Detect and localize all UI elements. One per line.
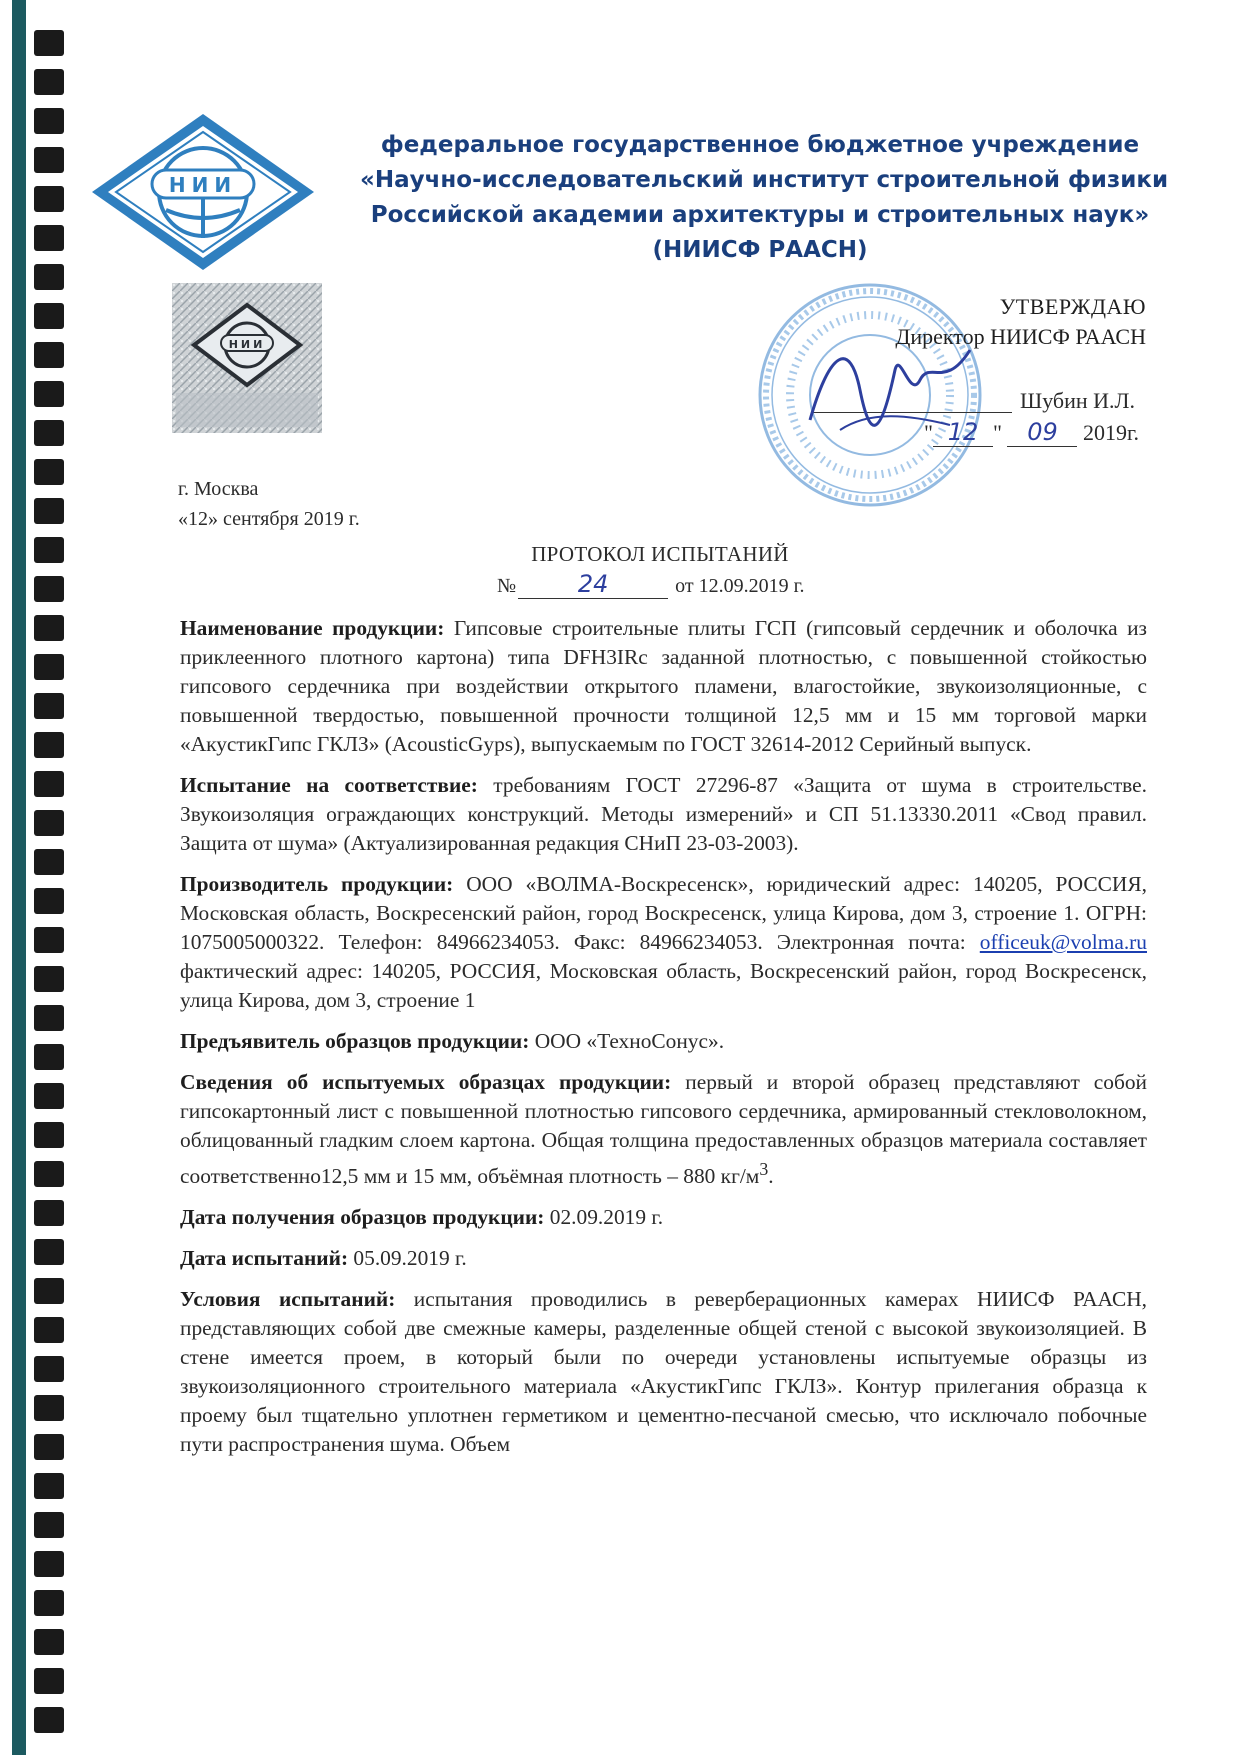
director-name: Шубин И.Л.: [1020, 388, 1135, 413]
binding-ring: [34, 1395, 64, 1421]
binding-ring: [34, 381, 64, 407]
section-compliance: [180, 771, 1147, 858]
binding-ring: [34, 264, 64, 290]
number-label: №: [497, 575, 517, 597]
protocol-number: 24: [518, 570, 668, 599]
protocol-number-row: [497, 570, 805, 599]
label-product: Наименование продукции:: [180, 616, 445, 640]
approval-year: 2019г.: [1082, 420, 1140, 445]
binding-ring: [34, 303, 64, 329]
protocol-body: [180, 614, 1147, 1471]
label-manufacturer: Производитель продукции:: [180, 872, 454, 896]
hologram-sticker: [172, 283, 322, 433]
binding-ring: [34, 1590, 64, 1616]
binding-ring: [34, 420, 64, 446]
binding-ring: [34, 186, 64, 212]
binding-ring: [34, 108, 64, 134]
binding-ring: [34, 1278, 64, 1304]
binding-ring: [34, 615, 64, 641]
section-applicant: [180, 1027, 1147, 1056]
org-line-1: федеральное государственное бюджетное учреждение: [380, 132, 1140, 158]
text-samples: первый и второй образец представляют собой гипсокартонный лист с повышенной плотностью гипсового сердечника, армированный стекловолокном, облицованный гладким слоем картона. Общая толщина предоставленных образцов материала составляет соответственно12,5 мм и 15 мм, объёмная плотность – 880 кг/м: [180, 1070, 1148, 1189]
org-line-3: Российской академии архитектуры и строительных наук»: [370, 202, 1150, 228]
binding-ring: [34, 966, 64, 992]
binding-ring: [34, 576, 64, 602]
binding-ring: [34, 498, 64, 524]
binding-ring: [34, 342, 64, 368]
binding-ring: [34, 693, 64, 719]
binding-ring: [34, 1044, 64, 1070]
text-product: Гипсовые строительные плиты ГСП (гипсовый сердечник и оболочка из приклеенного плотного картона) типа DFH3IRc заданной плотностью, с повышенной стойкостью гипсового сердечника при воздействии открытого пламени, влагостойкие, звукоизоляционные, с повышенной твердостью, повышенной прочности толщиной 12,5 мм и 15 мм торговой марки «АкустикГипс ГКЛЗ» (AcousticGyps), выпускаемым по ГОСТ 32614-2012 Серийный выпуск.: [180, 616, 1147, 756]
section-conditions: [180, 1285, 1147, 1459]
approval-date: " 12 " 09 2019г.: [924, 418, 1140, 446]
section-test-date: [180, 1244, 1147, 1273]
binding-ring: [34, 1434, 64, 1460]
approval-title: УТВЕРЖДАЮ: [999, 294, 1146, 319]
label-received: Дата получения образцов продукции:: [180, 1205, 545, 1230]
email-link[interactable]: officeuk@volma.ru: [979, 930, 1147, 954]
binding-ring: [34, 888, 64, 914]
text-manufacturer-b: фактический адрес: 140205, РОССИЯ, Московская область, Воскресенский район, город Воскресенск, улица Кирова, дом 3, строение 1: [180, 959, 1147, 1012]
binding-ring: [34, 1512, 64, 1538]
approval-month: 09: [1007, 418, 1077, 447]
label-samples: Сведения об испытуемых образцах продукции:: [180, 1070, 672, 1094]
binding-ring: [34, 1707, 64, 1733]
label-conditions: Условия испытаний:: [180, 1287, 396, 1312]
protocol-title: ПРОТОКОЛ ИСПЫТАНИЙ: [531, 542, 789, 566]
binding-ring: [34, 1356, 64, 1382]
approval-position: Директор НИИСФ РААСН: [895, 324, 1146, 349]
place-date: [178, 474, 360, 534]
binding-ring: [34, 225, 64, 251]
spiral-binding: [0, 0, 95, 1755]
section-product: [180, 614, 1147, 759]
logo-text: НИИ: [168, 173, 238, 197]
binding-ring: [34, 1629, 64, 1655]
text-samples-end: .: [768, 1164, 774, 1189]
label-applicant: Предъявитель образцов продукции:: [180, 1029, 530, 1053]
binding-ring: [34, 1200, 64, 1226]
document-date: «12» сентября 2019 г.: [178, 508, 360, 530]
binding-ring: [34, 732, 64, 758]
binding-ring: [34, 927, 64, 953]
binding-ring: [34, 1161, 64, 1187]
text-compliance: требованиям ГОСТ 27296-87 «Защита от шума в строительстве. Звукоизоляция ограждающих конструкций. Методы измерений» и СП 51.13330.2011 «Свод правил. Защита от шума» (Актуализированная редакция СНиП 23-03-2003).: [180, 773, 1147, 855]
binding-ring: [34, 459, 64, 485]
text-conditions: испытания проводились в реверберационных камерах НИИСФ РААСН, представляющих собой две смежные камеры, разделенные общей стеной с высокой звукоизоляцией. В стене имеется проем, в который были по очереди установлены испытуемые образцы из звукоизоляционного строительного материала «АкустикГипс ГКЛЗ». Контур прилегания образца к проему был тщательно уплотнен герметиком и цементно-песчаной смесью, что исключало побочные пути распространения шума. Объем: [180, 1287, 1148, 1457]
section-received: [180, 1203, 1147, 1232]
binding-ring: [34, 537, 64, 563]
text-manufacturer-a: ООО «ВОЛМА-Воскресенск», юридический адрес: 140205, РОССИЯ, Московская область, Воскресенский район, город Воскресенск, улица Кирова, дом 3, строение 1. ОГРН: 1075005000322. Телефон: 84966234053. Факс: 84966234053. Электронная почта:: [180, 872, 1147, 954]
label-test-date: Дата испытаний:: [180, 1246, 349, 1271]
protocol-date: от 12.09.2019 г.: [675, 575, 805, 597]
binding-ring: [34, 771, 64, 797]
city: г. Москва: [178, 478, 259, 500]
binding-ring: [34, 1317, 64, 1343]
org-line-2: «Научно-исследовательский институт строительной физики: [360, 167, 1169, 193]
binding-ring: [34, 654, 64, 680]
binding-ring: [34, 849, 64, 875]
binding-ring: [34, 1083, 64, 1109]
binding-ring: [34, 1473, 64, 1499]
binding-ring: [34, 1122, 64, 1148]
section-samples: [180, 1068, 1147, 1191]
superscript-3: 3: [759, 1159, 769, 1179]
binding-ring: [34, 147, 64, 173]
organization-header: [360, 128, 1169, 268]
label-compliance: Испытание на соответствие:: [180, 773, 478, 797]
text-test-date: 05.09.2019 г.: [348, 1246, 467, 1271]
binding-ring: [34, 1668, 64, 1694]
org-line-4: (НИИСФ РААСН): [652, 237, 868, 263]
binding-ring: [34, 30, 64, 56]
approval-day: 12: [933, 418, 993, 447]
binding-ring: [34, 1239, 64, 1265]
hologram-text: НИИ: [228, 338, 266, 351]
binding-ring: [34, 1551, 64, 1577]
binding-ring: [34, 69, 64, 95]
text-applicant: ООО «ТехноСонус».: [529, 1029, 725, 1053]
binding-ring: [34, 1005, 64, 1031]
institute-logo: [88, 110, 318, 274]
text-received: 02.09.2019 г.: [544, 1205, 664, 1230]
section-manufacturer: [180, 870, 1147, 1015]
binding-ring: [34, 810, 64, 836]
